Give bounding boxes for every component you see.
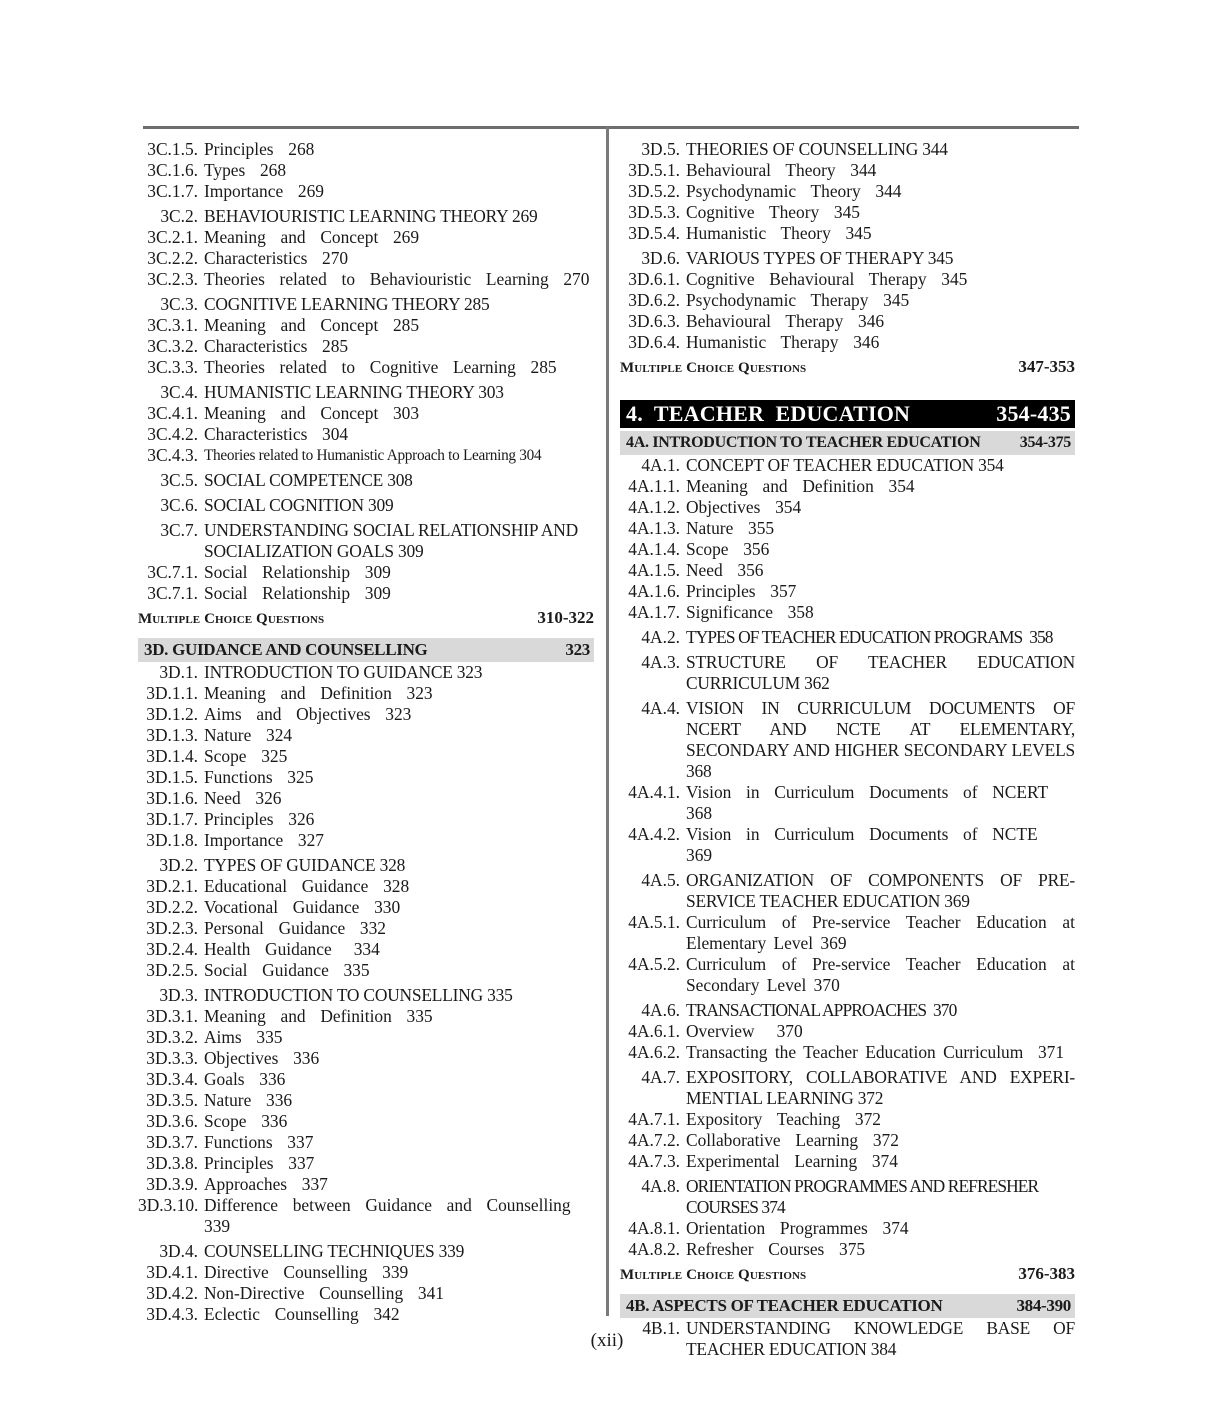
toc-entry-title: Overview 370 — [686, 1021, 803, 1041]
toc-entry-title: Approaches 337 — [204, 1174, 328, 1194]
toc-entry[interactable] — [620, 139, 1075, 160]
toc-entry-number: 3D.1.2. — [146, 704, 198, 724]
toc-entry-number: 3D.1.4. — [146, 746, 198, 766]
toc-entry[interactable] — [138, 583, 594, 604]
toc-list — [138, 139, 594, 604]
toc-entry[interactable] — [138, 160, 594, 181]
toc-entry[interactable] — [138, 1069, 594, 1090]
toc-entry[interactable] — [138, 704, 594, 725]
toc-list — [620, 139, 1075, 353]
section-header-4a[interactable] — [620, 431, 1075, 455]
toc-entry-number: 4A.2. — [641, 627, 680, 647]
toc-entry-number: 3D.2.2. — [146, 897, 198, 917]
chapter-pages: 354-435 — [996, 401, 1071, 426]
toc-entry[interactable] — [620, 518, 1075, 539]
toc-entry[interactable] — [620, 269, 1075, 290]
toc-entry-title: TRANSACTIONAL APPROACHES 370 — [686, 1000, 957, 1020]
toc-entry[interactable] — [138, 830, 594, 851]
toc-entry-title: Nature 336 — [204, 1090, 293, 1110]
toc-entry-number: 3D.4.2. — [146, 1283, 198, 1303]
mcq-entry[interactable] — [620, 1263, 1075, 1286]
toc-entry[interactable] — [620, 497, 1075, 518]
toc-entry[interactable] — [620, 160, 1075, 181]
section-pages: 384-390 — [1016, 1296, 1071, 1315]
toc-entry-title: ORGANIZATION OF COMPONENTS OF PRE-SERVICE TEACHER EDUCATION 369 — [686, 870, 1075, 911]
toc-entry[interactable] — [138, 788, 594, 809]
toc-entry-number: 3D.1.7. — [146, 809, 198, 829]
toc-entry-title: Humanistic Theory 345 — [686, 223, 872, 243]
toc-entry[interactable] — [620, 627, 1075, 648]
toc-entry-number: 3D.6.2. — [628, 290, 680, 310]
toc-entry-title: Principles 326 — [204, 809, 315, 829]
toc-entry-title: Psychodynamic Therapy 345 — [686, 290, 910, 310]
toc-list — [138, 662, 594, 1325]
toc-entry-number: 3D.1.5. — [146, 767, 198, 787]
toc-entry-number: 3C.4. — [160, 382, 198, 402]
toc-entry[interactable] — [138, 382, 594, 403]
toc-entry-number: 3D.3.6. — [146, 1111, 198, 1131]
toc-entry-title: Difference between Guidance and Counselling 339 — [204, 1195, 586, 1236]
toc-entry-title: Directive Counselling 339 — [204, 1262, 409, 1282]
toc-entry-number: 3D.2.1. — [146, 876, 198, 896]
toc-entry-title: COUNSELLING TECHNIQUES 339 — [204, 1241, 465, 1261]
toc-entry-number: 4A.6.2. — [628, 1042, 680, 1062]
toc-entry-number: 4A.1.6. — [628, 581, 680, 601]
toc-entry-number: 3C.2.1. — [147, 227, 198, 247]
toc-entry[interactable] — [138, 767, 594, 788]
toc-entry-title: UNDERSTANDING SOCIAL RELATIONSHIP AND SOCIALIZATION GOALS 309 — [204, 520, 583, 561]
toc-entry-number: 3D.4.3. — [146, 1304, 198, 1324]
toc-right-column — [620, 139, 1075, 1360]
toc-entry-number: 4A.8. — [641, 1176, 680, 1196]
toc-entry-title: Principles 357 — [686, 581, 797, 601]
toc-left-column — [138, 139, 594, 1325]
toc-entry[interactable] — [138, 918, 594, 939]
section-header-4b[interactable] — [620, 1294, 1075, 1318]
toc-entry[interactable] — [620, 581, 1075, 602]
toc-entry-title: Social Relationship 309 — [204, 562, 391, 582]
section-title: 3D. GUIDANCE AND COUNSELLING — [144, 640, 428, 659]
toc-entry[interactable] — [620, 476, 1075, 497]
toc-entry-title: Transacting the Teacher Education Curriculum 371 — [686, 1042, 1065, 1062]
toc-entry-number: 3D.3.10. — [138, 1195, 199, 1215]
toc-entry[interactable] — [138, 746, 594, 767]
toc-entry[interactable] — [138, 985, 594, 1006]
toc-entry-number: 4A.1.1. — [628, 476, 680, 496]
toc-entry-title: UNDERSTANDING KNOWLEDGE BASE OF TEACHER EDUCATION 384 — [686, 1318, 1075, 1359]
toc-entry[interactable] — [138, 470, 594, 491]
toc-entry-number: 4A.1.4. — [628, 539, 680, 559]
toc-entry-number: 4A.5.2. — [628, 954, 680, 974]
toc-entry[interactable] — [138, 445, 594, 466]
toc-entry-number: 3D.5.2. — [628, 181, 680, 201]
toc-entry-title: Behavioural Therapy 346 — [686, 311, 885, 331]
toc-entry[interactable] — [620, 1151, 1075, 1172]
toc-entry-title: Scope 336 — [204, 1111, 288, 1131]
toc-entry[interactable] — [138, 139, 594, 160]
toc-entry-title: THEORIES OF COUNSELLING 344 — [686, 139, 948, 159]
toc-entry-title: Need 356 — [686, 560, 764, 580]
column-divider — [606, 127, 609, 1316]
toc-entry[interactable] — [620, 1176, 1075, 1218]
toc-entry-number: 3D.1.6. — [146, 788, 198, 808]
toc-entry-number: 4A.1.3. — [628, 518, 680, 538]
toc-entry-title: Need 326 — [204, 788, 282, 808]
toc-entry-title: Meaning and Concept 269 — [204, 227, 420, 247]
toc-entry[interactable] — [138, 1262, 594, 1283]
toc-entry-number: 4A.8.2. — [628, 1239, 680, 1259]
toc-entry[interactable] — [138, 662, 594, 683]
toc-entry-title: Characteristics 304 — [204, 424, 349, 444]
toc-entry-number: 4A.4. — [641, 698, 680, 718]
toc-entry[interactable] — [620, 602, 1075, 623]
toc-entry-number: 3D.5.3. — [628, 202, 680, 222]
toc-entry[interactable] — [138, 1111, 594, 1132]
toc-entry[interactable] — [138, 424, 594, 445]
toc-entry-number: 3C.6. — [160, 495, 198, 515]
toc-entry-number: 4A.7. — [641, 1067, 680, 1087]
toc-entry-title: Collaborative Learning 372 — [686, 1130, 899, 1150]
toc-entry-title: Cognitive Behavioural Therapy 345 — [686, 269, 968, 289]
toc-entry-number: 3D.3.7. — [146, 1132, 198, 1152]
toc-entry[interactable] — [138, 227, 594, 248]
toc-entry-title: Functions 325 — [204, 767, 314, 787]
toc-entry[interactable] — [620, 652, 1075, 694]
toc-entry-title: Nature 324 — [204, 725, 293, 745]
toc-entry[interactable] — [138, 294, 594, 315]
toc-entry[interactable] — [138, 1027, 594, 1048]
toc-entry-number: 3D.3.8. — [146, 1153, 198, 1173]
toc-entry-number: 3C.3.1. — [147, 315, 198, 335]
toc-entry[interactable] — [620, 539, 1075, 560]
section-pages: 354-375 — [1019, 434, 1071, 451]
toc-entry-title: TYPES OF TEACHER EDUCATION PROGRAMS 358 — [686, 627, 1053, 647]
toc-entry[interactable] — [138, 1283, 594, 1304]
toc-entry[interactable] — [138, 1241, 594, 1262]
toc-entry-number: 4A.1.2. — [628, 497, 680, 517]
toc-entry[interactable] — [138, 725, 594, 746]
toc-entry-title: CONCEPT OF TEACHER EDUCATION 354 — [686, 455, 1004, 475]
toc-entry-title: Objectives 354 — [686, 497, 802, 517]
toc-entry[interactable] — [138, 495, 594, 516]
toc-entry[interactable] — [138, 248, 594, 269]
toc-entry[interactable] — [620, 1000, 1075, 1021]
toc-entry-number: 3D.2.3. — [146, 918, 198, 938]
toc-entry-number: 4A.5. — [641, 870, 680, 890]
toc-entry-title: ORIENTATION PROGRAMMES AND REFRESHER COURSES 374 — [686, 1176, 1042, 1217]
toc-entry[interactable] — [620, 332, 1075, 353]
toc-entry-title: Orientation Programmes 374 — [686, 1218, 909, 1238]
toc-entry[interactable] — [138, 357, 594, 378]
toc-entry-title: Health Guidance 334 — [204, 939, 380, 959]
toc-entry-title: Cognitive Theory 345 — [686, 202, 860, 222]
toc-entry-title: Behavioural Theory 344 — [686, 160, 877, 180]
toc-entry-number: 3C.1.5. — [147, 139, 198, 159]
toc-entry-number: 3C.7. — [160, 520, 198, 540]
mcq-label: Multiple Choice Questions — [620, 1267, 807, 1283]
toc-entry[interactable] — [138, 403, 594, 424]
toc-entry-number: 3D.3.5. — [146, 1090, 198, 1110]
section-header-3d[interactable] — [138, 638, 594, 662]
toc-entry-title: SOCIAL COMPETENCE 308 — [204, 470, 413, 490]
toc-entry-title: BEHAVIOURISTIC LEARNING THEORY 269 — [204, 206, 538, 226]
toc-entry-number: 3D.1.8. — [146, 830, 198, 850]
toc-entry-title: HUMANISTIC LEARNING THEORY 303 — [204, 382, 504, 402]
toc-entry[interactable] — [620, 1239, 1075, 1260]
toc-entry-title: Psychodynamic Theory 344 — [686, 181, 902, 201]
toc-entry-number: 3C.4.1. — [147, 403, 198, 423]
toc-entry-title: Educational Guidance 328 — [204, 876, 410, 896]
toc-entry-title: Types 268 — [204, 160, 287, 180]
toc-entry-number: 3D.3.1. — [146, 1006, 198, 1026]
toc-entry[interactable] — [620, 248, 1075, 269]
toc-entry[interactable] — [138, 1304, 594, 1325]
toc-entry-title: Characteristics 270 — [204, 248, 349, 268]
top-rule — [143, 126, 1079, 129]
toc-entry-title: INTRODUCTION TO GUIDANCE 323 — [204, 662, 483, 682]
toc-entry-title: Humanistic Therapy 346 — [686, 332, 880, 352]
toc-entry-number: 3D.2. — [159, 855, 198, 875]
section-title: 4B. ASPECTS OF TEACHER EDUCATION — [626, 1296, 943, 1315]
toc-entry[interactable] — [620, 311, 1075, 332]
toc-entry[interactable] — [138, 562, 594, 583]
toc-entry-number: 3C.7.1. — [147, 583, 198, 603]
toc-entry-title: EXPOSITORY, COLLABORATIVE AND EXPERI-MENTIAL LEARNING 372 — [686, 1067, 1075, 1108]
toc-entry-title: Curriculum of Pre-service Teacher Education at Secondary Level 370 — [686, 954, 1075, 995]
toc-entry-number: 4A.6. — [641, 1000, 680, 1020]
toc-entry-number: 4A.4.2. — [628, 824, 680, 844]
toc-entry[interactable] — [620, 912, 1075, 954]
toc-entry[interactable] — [138, 683, 594, 704]
toc-entry-title: SOCIAL COGNITION 309 — [204, 495, 394, 515]
toc-entry[interactable] — [138, 1090, 594, 1111]
toc-entry-title: Eclectic Counselling 342 — [204, 1304, 400, 1324]
toc-entry-title: Meaning and Definition 354 — [686, 476, 915, 496]
toc-entry-number: 3D.1.3. — [146, 725, 198, 745]
toc-entry[interactable] — [620, 181, 1075, 202]
toc-entry[interactable] — [620, 223, 1075, 244]
toc-entry[interactable] — [620, 870, 1075, 912]
toc-entry-title: COGNITIVE LEARNING THEORY 285 — [204, 294, 490, 314]
toc-entry-title: Goals 336 — [204, 1069, 286, 1089]
toc-entry[interactable] — [138, 269, 594, 290]
toc-entry-number: 3D.4.1. — [146, 1262, 198, 1282]
toc-entry-title: Refresher Courses 375 — [686, 1239, 866, 1259]
toc-entry-number: 4A.1.5. — [628, 560, 680, 580]
toc-entry-title: Social Guidance 335 — [204, 960, 370, 980]
toc-entry-title: Importance 269 — [204, 181, 324, 201]
toc-entry-number: 3C.1.7. — [147, 181, 198, 201]
mcq-entry[interactable] — [138, 607, 594, 630]
toc-entry[interactable] — [138, 960, 594, 981]
page-number: (xii) — [590, 1330, 624, 1351]
mcq-pages: 310-322 — [537, 608, 594, 627]
toc-entry[interactable] — [138, 939, 594, 960]
toc-entry-number: 3C.2.3. — [147, 269, 198, 289]
toc-entry-number: 3D.2.5. — [146, 960, 198, 980]
toc-entry-number: 3D.3.3. — [146, 1048, 198, 1068]
toc-entry[interactable] — [620, 1218, 1075, 1239]
toc-entry[interactable] — [620, 698, 1075, 782]
toc-entry[interactable] — [620, 290, 1075, 311]
toc-entry-number: 3D.6.3. — [628, 311, 680, 331]
toc-entry-title: Experimental Learning 374 — [686, 1151, 898, 1171]
toc-entry-number: 4A.7.3. — [628, 1151, 680, 1171]
toc-entry[interactable] — [138, 1048, 594, 1069]
toc-entry-number: 4A.8.1. — [628, 1218, 680, 1238]
toc-entry-number: 3D.3.4. — [146, 1069, 198, 1089]
toc-entry[interactable] — [138, 1174, 594, 1195]
toc-entry-title: Expository Teaching 372 — [686, 1109, 881, 1129]
toc-entry-title: Principles 268 — [204, 139, 315, 159]
toc-entry-number: 4A.1.7. — [628, 602, 680, 622]
toc-entry-title: Vocational Guidance 330 — [204, 897, 401, 917]
toc-entry-title: Theories related to Humanistic Approach to Learning 304 — [204, 447, 542, 464]
toc-entry-number: 3D.6. — [641, 248, 680, 268]
toc-entry-number: 3D.6.1. — [628, 269, 680, 289]
toc-entry[interactable] — [620, 1067, 1075, 1109]
toc-entry-number: 3C.4.2. — [147, 424, 198, 444]
toc-entry-number: 4B.1. — [642, 1318, 680, 1338]
toc-entry-number: 3C.7.1. — [147, 562, 198, 582]
toc-entry-number: 3C.5. — [160, 470, 198, 490]
toc-entry[interactable] — [138, 520, 594, 562]
toc-entry[interactable] — [138, 206, 594, 227]
toc-entry-number: 3D.5.4. — [628, 223, 680, 243]
toc-entry-title: STRUCTURE OF TEACHER EDUCATION CURRICULUM 362 — [686, 652, 1075, 693]
chapter-header-4[interactable] — [620, 400, 1075, 428]
toc-entry-title: TYPES OF GUIDANCE 328 — [204, 855, 406, 875]
toc-entry-title: Aims and Objectives 323 — [204, 704, 412, 724]
toc-entry-title: Theories related to Cognitive Learning 285 — [204, 357, 557, 377]
mcq-label: Multiple Choice Questions — [138, 611, 325, 627]
toc-entry-title: Principles 337 — [204, 1153, 315, 1173]
toc-entry-number: 3D.3. — [159, 985, 198, 1005]
toc-entry-number: 3C.3.2. — [147, 336, 198, 356]
toc-entry-number: 3D.1. — [159, 662, 198, 682]
toc-entry-number: 3D.5.1. — [628, 160, 680, 180]
toc-entry[interactable] — [620, 954, 1075, 996]
toc-entry-title: Objectives 336 — [204, 1048, 320, 1068]
toc-entry[interactable] — [620, 1021, 1075, 1042]
toc-entry-title: INTRODUCTION TO COUNSELLING 335 — [204, 985, 513, 1005]
toc-entry-number: 3D.5. — [641, 139, 680, 159]
toc-entry[interactable] — [138, 1195, 594, 1237]
toc-entry-title: VARIOUS TYPES OF THERAPY 345 — [686, 248, 954, 268]
toc-entry-number: 3D.3.2. — [146, 1027, 198, 1047]
section-title: 4A. INTRODUCTION TO TEACHER EDUCATION — [626, 434, 981, 451]
toc-entry-title: VISION IN CURRICULUM DOCUMENTS OF NCERT AND NCTE AT ELEMENTARY, SECONDARY AND HIGHER SECONDARY LEVELS 368 — [686, 698, 1075, 781]
toc-entry[interactable] — [620, 1109, 1075, 1130]
toc-entry-title: Importance 327 — [204, 830, 324, 850]
toc-entry[interactable] — [620, 824, 1075, 866]
toc-entry-number: 3D.6.4. — [628, 332, 680, 352]
toc-entry-number: 3C.2.2. — [147, 248, 198, 268]
toc-entry-number: 4A.6.1. — [628, 1021, 680, 1041]
mcq-pages: 347-353 — [1018, 357, 1075, 376]
toc-entry-number: 4A.4.1. — [628, 782, 680, 802]
toc-entry-number: 4A.5.1. — [628, 912, 680, 932]
toc-entry-title: Scope 325 — [204, 746, 288, 766]
toc-entry[interactable] — [138, 1006, 594, 1027]
toc-entry-number: 3C.3. — [160, 294, 198, 314]
toc-entry-title: Theories related to Behaviouristic Learning 270 — [204, 269, 590, 289]
toc-entry[interactable] — [138, 897, 594, 918]
toc-entry-number: 3D.4. — [159, 1241, 198, 1261]
toc-entry-title: Scope 356 — [686, 539, 770, 559]
toc-entry[interactable] — [138, 1153, 594, 1174]
toc-entry-number: 3D.2.4. — [146, 939, 198, 959]
toc-entry[interactable] — [138, 181, 594, 202]
toc-entry-title: Meaning and Definition 323 — [204, 683, 433, 703]
toc-entry[interactable] — [138, 855, 594, 876]
toc-entry-title: Non-Directive Counselling 341 — [204, 1283, 444, 1303]
toc-entry-number: 3C.4.3. — [147, 445, 198, 465]
toc-entry[interactable] — [620, 1130, 1075, 1151]
toc-entry-number: 3C.1.6. — [147, 160, 198, 180]
toc-entry-title: Meaning and Concept 303 — [204, 403, 420, 423]
toc-entry[interactable] — [138, 315, 594, 336]
toc-entry-number: 4A.7.1. — [628, 1109, 680, 1129]
toc-entry-number: 3C.2. — [160, 206, 198, 226]
toc-entry[interactable] — [620, 782, 1075, 824]
toc-entry-number: 4A.1. — [641, 455, 680, 475]
toc-entry-title: Vision in Curriculum Documents of NCERT 368 — [686, 782, 1070, 823]
toc-entry-title: Vision in Curriculum Documents of NCTE 369 — [686, 824, 1068, 865]
toc-entry-number: 4A.3. — [641, 652, 680, 672]
toc-entry-number: 3D.3.9. — [146, 1174, 198, 1194]
toc-entry-title: Functions 337 — [204, 1132, 314, 1152]
toc-entry[interactable] — [138, 876, 594, 897]
toc-entry-title: Characteristics 285 — [204, 336, 349, 356]
toc-entry-title: Curriculum of Pre-service Teacher Education at Elementary Level 369 — [686, 912, 1075, 953]
toc-entry-number: 3D.1.1. — [146, 683, 198, 703]
toc-entry-title: Meaning and Concept 285 — [204, 315, 420, 335]
toc-entry[interactable] — [138, 1132, 594, 1153]
toc-entry[interactable] — [138, 809, 594, 830]
toc-entry[interactable] — [620, 560, 1075, 581]
toc-entry[interactable] — [620, 1042, 1075, 1063]
mcq-pages: 376-383 — [1018, 1264, 1075, 1283]
toc-entry-title: Nature 355 — [686, 518, 775, 538]
mcq-entry[interactable] — [620, 356, 1075, 379]
toc-entry-title: Social Relationship 309 — [204, 583, 391, 603]
toc-entry-title: Meaning and Definition 335 — [204, 1006, 433, 1026]
mcq-label: Multiple Choice Questions — [620, 360, 807, 376]
toc-entry-title: Significance 358 — [686, 602, 814, 622]
toc-entry-number: 3C.3.3. — [147, 357, 198, 377]
toc-entry-title: Personal Guidance 332 — [204, 918, 387, 938]
toc-list — [620, 455, 1075, 1260]
toc-entry[interactable] — [620, 455, 1075, 476]
toc-entry[interactable] — [620, 202, 1075, 223]
toc-entry-title: Aims 335 — [204, 1027, 283, 1047]
toc-entry[interactable] — [138, 336, 594, 357]
chapter-title: 4. TEACHER EDUCATION — [626, 401, 911, 426]
section-pages: 323 — [565, 640, 590, 659]
toc-entry-number: 4A.7.2. — [628, 1130, 680, 1150]
